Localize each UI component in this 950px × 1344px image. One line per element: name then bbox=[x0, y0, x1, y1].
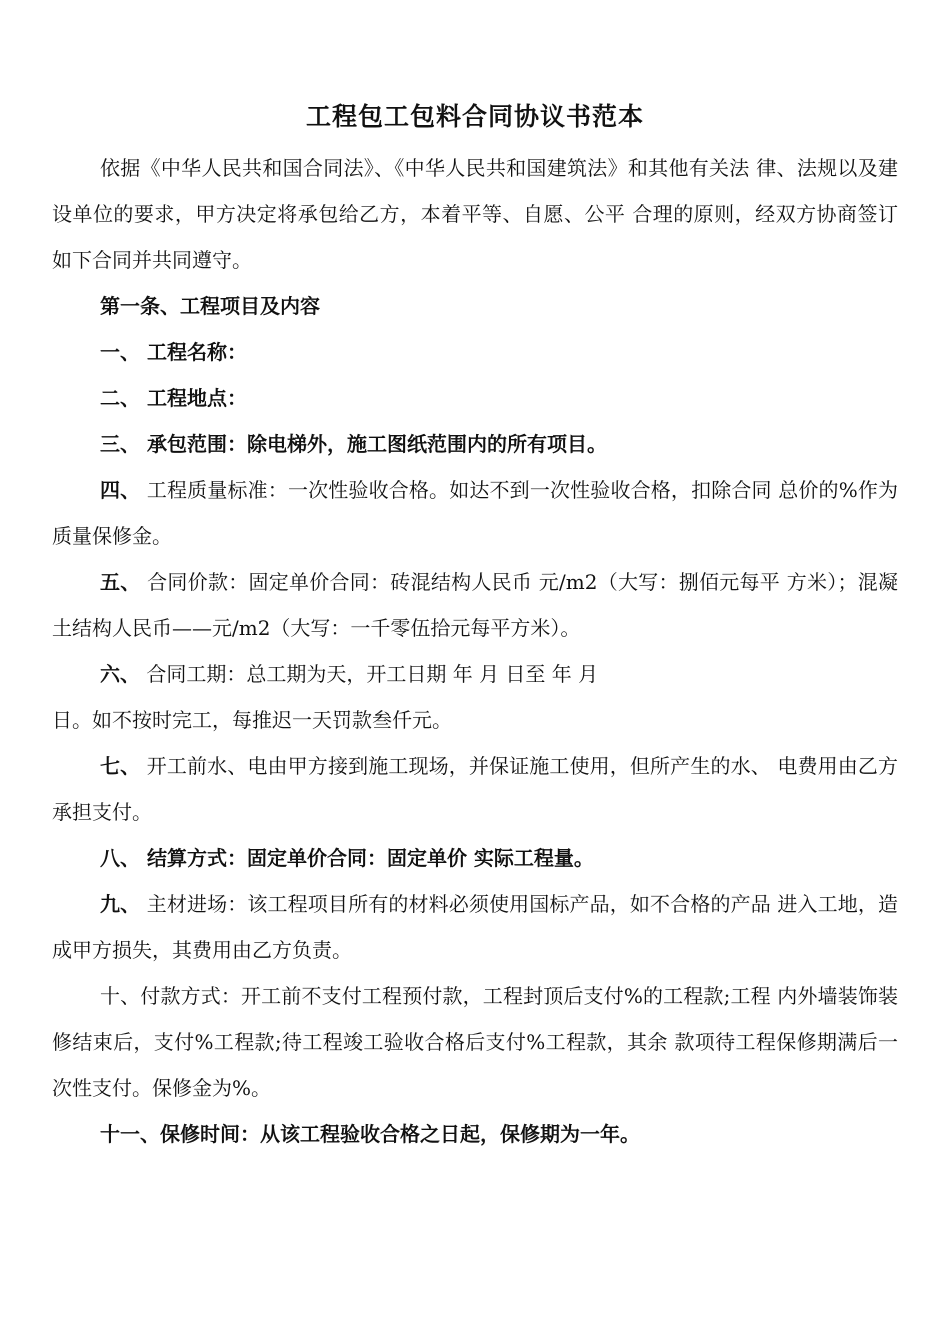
item-4-text: 工程质量标准：一次性验收合格。如达不到一次性验收合格，扣除合同 总价的%作为质量保修金。 bbox=[52, 478, 899, 548]
item-7-utilities bbox=[52, 743, 898, 835]
article-1-heading: 第一条、工程项目及内容 bbox=[100, 294, 320, 318]
item-5-contract-price bbox=[52, 559, 898, 651]
item-11-warranty: 十一、保修时间：从该工程验收合格之日起，保修期为一年。 bbox=[100, 1122, 640, 1146]
item-6-number: 六、 bbox=[100, 662, 140, 686]
item-1-project-name: 一、 工程名称： bbox=[100, 340, 247, 364]
item-8-settlement: 八、 结算方式：固定单价合同：固定单价 实际工程量。 bbox=[100, 846, 594, 870]
item-6-text-line1: 合同工期：总工期为天，开工日期 年 月 日至 年 月 bbox=[140, 662, 599, 686]
intro-paragraph: 依据《中华人民共和国合同法》、《中华人民共和国建筑法》和其他有关法 律、法规以及建设单位的要求，甲方决定将承包给乙方，本着平等、自愿、公平 合理的原则，经双方协商签订如下合同并共同遵守。 bbox=[52, 156, 898, 272]
item-7-number: 七、 bbox=[100, 754, 141, 778]
item-10-payment: 十、付款方式：开工前不支付工程预付款，工程封顶后支付%的工程款;工程 内外墙装饰装修结束后，支付%工程款;待工程竣工验收合格后支付%工程款，其余 款项待工程保修期满后一次性支付。保修金为%。 bbox=[52, 984, 898, 1100]
item-7-text: 开工前水、电由甲方接到施工现场，并保证施工使用，但所产生的水、 电费用由乙方承担支付。 bbox=[52, 754, 898, 824]
item-2-project-location: 二、 工程地点： bbox=[100, 386, 247, 410]
item-6-text-line2: 日。如不按时完工，每推迟一天罚款叁仟元。 bbox=[52, 708, 452, 732]
item-5-text: 合同价款：固定单价合同：砖混结构人民币 元/m2（大写：捌佰元每平 方米）；混凝土结构人民币——元/m2（大写：一千零伍拾元每平方米）。 bbox=[52, 570, 899, 640]
item-3-contract-scope: 三、 承包范围：除电梯外，施工图纸范围内的所有项目。 bbox=[100, 432, 607, 456]
item-9-number: 九、 bbox=[100, 892, 141, 916]
document-title: 工程包工包料合同协议书范本 bbox=[305, 102, 644, 131]
item-4-quality-standard bbox=[52, 467, 898, 559]
item-9-materials bbox=[52, 881, 898, 973]
item-9-text: 主材进场：该工程项目所有的材料必须使用国标产品，如不合格的产品 进入工地，造成甲方损失，其费用由乙方负责。 bbox=[52, 892, 898, 962]
item-6-contract-period bbox=[52, 651, 898, 697]
item-4-number: 四、 bbox=[100, 478, 141, 502]
item-5-number: 五、 bbox=[100, 570, 141, 594]
document-body bbox=[52, 145, 898, 1157]
